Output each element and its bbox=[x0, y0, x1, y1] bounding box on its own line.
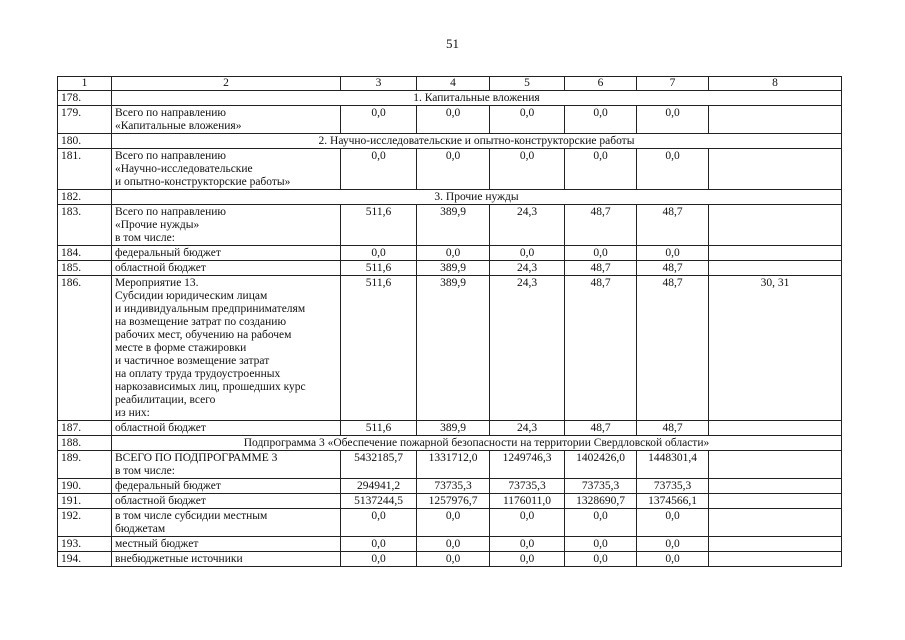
section-row bbox=[58, 91, 842, 106]
section-title: 3. Прочие нужды bbox=[112, 190, 842, 205]
row-number: 178. bbox=[58, 91, 112, 106]
value-cell: 511,6 bbox=[341, 276, 417, 421]
value-cell: 0,0 bbox=[417, 246, 490, 261]
row-name: ВСЕГО ПО ПОДПРОГРАММЕ 3 в том числе: bbox=[112, 451, 341, 479]
value-cell: 1176011,0 bbox=[490, 494, 565, 509]
value-cell: 0,0 bbox=[565, 246, 637, 261]
header-cell: 7 bbox=[637, 77, 709, 91]
value-cell: 0,0 bbox=[565, 149, 637, 190]
value-cell: 1249746,3 bbox=[490, 451, 565, 479]
table-row bbox=[58, 451, 842, 479]
value-cell: 1448301,4 bbox=[637, 451, 709, 479]
table-row bbox=[58, 106, 842, 134]
value-cell: 48,7 bbox=[565, 261, 637, 276]
value-cell: 0,0 bbox=[565, 106, 637, 134]
section-row bbox=[58, 190, 842, 205]
value-cell: 0,0 bbox=[341, 509, 417, 537]
row-number: 192. bbox=[58, 509, 112, 537]
row-name: федеральный бюджет bbox=[112, 246, 341, 261]
row-number: 187. bbox=[58, 421, 112, 436]
note-cell bbox=[709, 509, 842, 537]
value-cell: 24,3 bbox=[490, 205, 565, 246]
value-cell: 73735,3 bbox=[417, 479, 490, 494]
row-number: 186. bbox=[58, 276, 112, 421]
value-cell: 0,0 bbox=[417, 106, 490, 134]
table-row bbox=[58, 205, 842, 246]
table-body bbox=[58, 77, 842, 567]
row-number: 191. bbox=[58, 494, 112, 509]
value-cell: 0,0 bbox=[637, 552, 709, 567]
value-cell: 0,0 bbox=[490, 149, 565, 190]
note-cell bbox=[709, 149, 842, 190]
value-cell: 48,7 bbox=[565, 276, 637, 421]
value-cell: 511,6 bbox=[341, 261, 417, 276]
value-cell: 0,0 bbox=[341, 537, 417, 552]
value-cell: 1402426,0 bbox=[565, 451, 637, 479]
row-number: 194. bbox=[58, 552, 112, 567]
header-cell: 6 bbox=[565, 77, 637, 91]
row-number: 184. bbox=[58, 246, 112, 261]
value-cell: 73735,3 bbox=[637, 479, 709, 494]
section-title: Подпрограмма 3 «Обеспечение пожарной безопасности на территории Свердловской области» bbox=[112, 436, 842, 451]
value-cell: 0,0 bbox=[637, 246, 709, 261]
row-number: 179. bbox=[58, 106, 112, 134]
row-name: Всего по направлению «Научно-исследовательские и опытно-конструкторские работы» bbox=[112, 149, 341, 190]
table-row bbox=[58, 479, 842, 494]
header-cell: 2 bbox=[112, 77, 341, 91]
row-name: местный бюджет bbox=[112, 537, 341, 552]
section-title: 2. Научно-исследовательские и опытно-конструкторские работы bbox=[112, 134, 842, 149]
value-cell: 294941,2 bbox=[341, 479, 417, 494]
note-cell bbox=[709, 246, 842, 261]
row-name: областной бюджет bbox=[112, 421, 341, 436]
value-cell: 511,6 bbox=[341, 421, 417, 436]
table-row bbox=[58, 261, 842, 276]
table-row bbox=[58, 276, 842, 421]
value-cell: 0,0 bbox=[417, 149, 490, 190]
value-cell: 0,0 bbox=[565, 537, 637, 552]
row-number: 180. bbox=[58, 134, 112, 149]
value-cell: 1328690,7 bbox=[565, 494, 637, 509]
note-cell bbox=[709, 421, 842, 436]
value-cell: 0,0 bbox=[637, 537, 709, 552]
value-cell: 48,7 bbox=[565, 421, 637, 436]
row-name: Мероприятие 13. Субсидии юридическим лицам и индивидуальным предпринимателям на возмещение затрат по созданию рабочих мест, обучению на рабочем месте в форме стажировки и частичное возмещение затрат на оплату труда трудоустроенных наркозависимых лиц, прошедших курс реабилитации, всего из них: bbox=[112, 276, 341, 421]
value-cell: 24,3 bbox=[490, 276, 565, 421]
header-cell: 8 bbox=[709, 77, 842, 91]
value-cell: 0,0 bbox=[341, 552, 417, 567]
row-name: областной бюджет bbox=[112, 261, 341, 276]
note-cell bbox=[709, 552, 842, 567]
budget-table bbox=[57, 76, 842, 567]
note-cell bbox=[709, 494, 842, 509]
page-number: 51 bbox=[446, 36, 459, 51]
note-cell bbox=[709, 479, 842, 494]
value-cell: 0,0 bbox=[637, 106, 709, 134]
value-cell: 0,0 bbox=[565, 509, 637, 537]
note-cell bbox=[709, 261, 842, 276]
row-number: 183. bbox=[58, 205, 112, 246]
value-cell: 73735,3 bbox=[490, 479, 565, 494]
value-cell: 5432185,7 bbox=[341, 451, 417, 479]
row-name: в том числе субсидии местным бюджетам bbox=[112, 509, 341, 537]
note-cell bbox=[709, 106, 842, 134]
value-cell: 73735,3 bbox=[565, 479, 637, 494]
row-name: федеральный бюджет bbox=[112, 479, 341, 494]
table-row bbox=[58, 421, 842, 436]
note-cell bbox=[709, 537, 842, 552]
section-title: 1. Капитальные вложения bbox=[112, 91, 842, 106]
value-cell: 1331712,0 bbox=[417, 451, 490, 479]
value-cell: 24,3 bbox=[490, 261, 565, 276]
value-cell: 48,7 bbox=[565, 205, 637, 246]
value-cell: 0,0 bbox=[490, 509, 565, 537]
header-row bbox=[58, 77, 842, 91]
value-cell: 0,0 bbox=[637, 149, 709, 190]
value-cell: 1374566,1 bbox=[637, 494, 709, 509]
section-row bbox=[58, 134, 842, 149]
row-name: областной бюджет bbox=[112, 494, 341, 509]
table-row bbox=[58, 494, 842, 509]
header-cell: 5 bbox=[490, 77, 565, 91]
row-number: 189. bbox=[58, 451, 112, 479]
value-cell: 1257976,7 bbox=[417, 494, 490, 509]
value-cell: 24,3 bbox=[490, 421, 565, 436]
value-cell: 389,9 bbox=[417, 261, 490, 276]
value-cell: 48,7 bbox=[637, 276, 709, 421]
row-number: 181. bbox=[58, 149, 112, 190]
row-name: Всего по направлению «Капитальные вложения» bbox=[112, 106, 341, 134]
value-cell: 0,0 bbox=[637, 509, 709, 537]
header-cell: 4 bbox=[417, 77, 490, 91]
value-cell: 511,6 bbox=[341, 205, 417, 246]
row-number: 182. bbox=[58, 190, 112, 205]
value-cell: 0,0 bbox=[490, 246, 565, 261]
note-cell bbox=[709, 451, 842, 479]
table-row bbox=[58, 246, 842, 261]
value-cell: 0,0 bbox=[490, 537, 565, 552]
header-cell: 1 bbox=[58, 77, 112, 91]
value-cell: 0,0 bbox=[490, 106, 565, 134]
value-cell: 5137244,5 bbox=[341, 494, 417, 509]
value-cell: 0,0 bbox=[341, 106, 417, 134]
value-cell: 0,0 bbox=[565, 552, 637, 567]
note-cell: 30, 31 bbox=[709, 276, 842, 421]
value-cell: 0,0 bbox=[341, 246, 417, 261]
value-cell: 0,0 bbox=[341, 149, 417, 190]
value-cell: 48,7 bbox=[637, 205, 709, 246]
row-number: 193. bbox=[58, 537, 112, 552]
value-cell: 0,0 bbox=[490, 552, 565, 567]
row-number: 185. bbox=[58, 261, 112, 276]
row-name: внебюджетные источники bbox=[112, 552, 341, 567]
row-number: 188. bbox=[58, 436, 112, 451]
value-cell: 48,7 bbox=[637, 421, 709, 436]
row-name: Всего по направлению «Прочие нужды» в том числе: bbox=[112, 205, 341, 246]
value-cell: 389,9 bbox=[417, 205, 490, 246]
header-cell: 3 bbox=[341, 77, 417, 91]
table-row bbox=[58, 552, 842, 567]
table-row bbox=[58, 149, 842, 190]
section-row bbox=[58, 436, 842, 451]
note-cell bbox=[709, 205, 842, 246]
row-number: 190. bbox=[58, 479, 112, 494]
value-cell: 0,0 bbox=[417, 552, 490, 567]
value-cell: 0,0 bbox=[417, 509, 490, 537]
table-row bbox=[58, 509, 842, 537]
value-cell: 389,9 bbox=[417, 276, 490, 421]
value-cell: 389,9 bbox=[417, 421, 490, 436]
value-cell: 48,7 bbox=[637, 261, 709, 276]
value-cell: 0,0 bbox=[417, 537, 490, 552]
table-row bbox=[58, 537, 842, 552]
